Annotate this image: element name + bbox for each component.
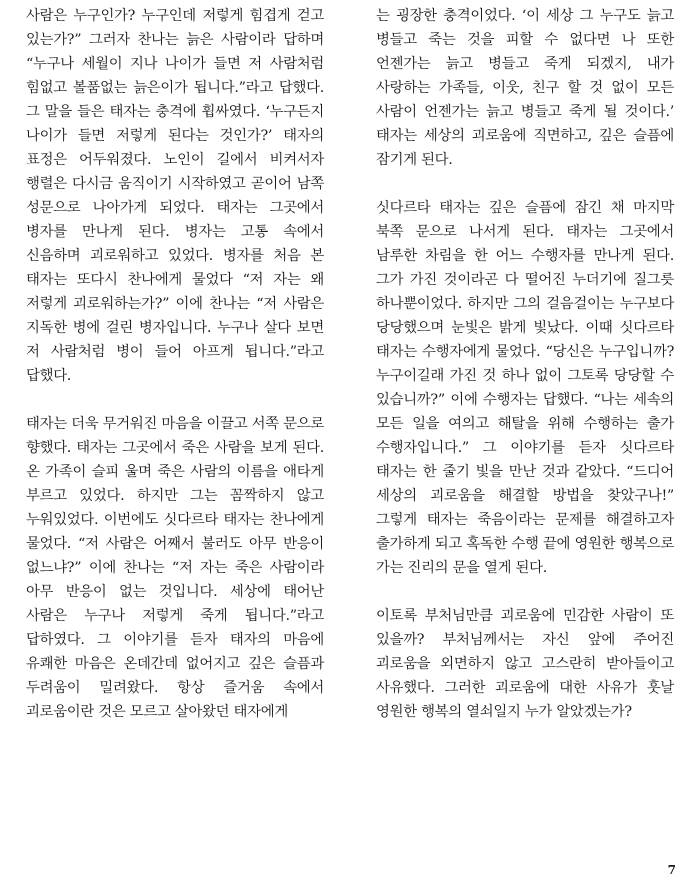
paragraph: 싯다르타 태자는 깊은 슬픔에 잠긴 채 마지막 북쪽 문으로 나서게 된다. 태자는 그곳에서 남루한 차림을 한 어느 수행자를 만나게 된다. 그가 가진 것이라곤 다 떨어진 누더기에 질그릇 하나뿐이었다. 하지만 그의 걸음걸이는 누구보다 당당했으며 눈빛은 밝게 빛났다. 이때 싯다르타 태자는 수행자에게 물었다. “당신은 누구입니까? 누구이길래 가진 것 하나 없이 그토록 당당할 수 있습니까?” 이에 수행자는 답했다. “나는 세속의 모든 일을 여의고 해탈을 위해 수행하는 출가 수행자입니다.” 그 이야기를 듣자 싯다르타 태자는 한 줄기 빛을 만난 것과 같았다. “드디어 세상의 괴로움을 해결할 방법을 찾았구나!” 그렇게 태자는 죽음이라는 문제를 해결하고자 출가하게 되고 혹독한 수행 끝에 영원한 행복으로 가는 진리의 문을 열게 된다.: [376, 200, 674, 576]
paragraph: 태자는 더욱 무거워진 마음을 이끌고 서쪽 문으로 향했다. 태자는 그곳에서 죽은 사람을 보게 된다. 온 가족이 슬피 울며 죽은 사람의 이름을 애타게 부르고 있었다. 하지만 그는 꼼짝하지 않고 누워있었다. 이번에도 싯다르타 태자는 찬나에게 물었다. “저 사람은 어째서 불러도 아무 반응이 없느냐?” 이에 찬나는 “저 자는 죽은 사람이라 아무 반응이 없는 것입니다. 세상에 태어난 사람은 누구나 저렇게 죽게 됩니다.”라고 답하였다. 그 이야기를 듣자 태자의 마음에 유쾌한 마음은 온데간데 없어지고 깊은 슬픔과 두려움이 밀려왔다. 항상 즐거움 속에서 괴로움이란 것은 모르고 살아왔던 태자에게: [26, 416, 324, 720]
paragraph: 는 굉장한 충격이었다. ‘이 세상 그 누구도 늙고 병들고 죽는 것을 피할 수 없다면 나 또한 언젠가는 늙고 병들고 죽게 되겠지, 내가 사랑하는 가족들, 이웃, 친구 할 것 없이 모든 사람이 언젠가는 늙고 병들고 죽게 될 것이다.’ 태자는 세상의 괴로움에 직면하고, 깊은 슬픔에 잠기게 된다.: [376, 8, 674, 168]
left-column: [26, 4, 324, 724]
page-number: 7: [667, 863, 676, 877]
paragraph: 사람은 누구인가? 누구인데 저렇게 힘겹게 걷고 있는가?” 그러자 찬나는 늙은 사람이라 답하며 “누구나 세월이 지나 나이가 들면 저 사람처럼 힘없고 볼품없는 늙은이가 됩니다.”라고 답했다. 그 말을 들은 태자는 충격에 휩싸였다. ‘누구든지 나이가 들면 저렇게 된다는 것인가?’ 태자의 표정은 어두워졌다. 노인이 길에서 비켜서자 행렬은 다시금 움직이기 시작하였고 곧이어 남쪽 성문으로 나아가게 되었다. 태자는 그곳에서 병자를 만나게 된다. 병자는 고통 속에서 신음하며 괴로워하고 있었다. 병자를 처음 본 태자는 또다시 찬나에게 물었다 “저 자는 왜 저렇게 괴로워하는가?” 이에 찬나는 “저 사람은 지독한 병에 걸린 병자입니다. 누구나 살다 보면 저 사람처럼 병이 들어 아프게 됩니다.”라고 답했다.: [26, 8, 324, 384]
paragraph: 이토록 부처님만큼 괴로움에 민감한 사람이 또 있을까? 부처님께서는 자신 앞에 주어진 괴로움을 외면하지 않고 고스란히 받아들이고 사유했다. 그러한 괴로움에 대한 사유가 훗날 영원한 행복의 열쇠일지 누가 알았겠는가?: [376, 608, 674, 720]
right-column: [376, 4, 674, 724]
